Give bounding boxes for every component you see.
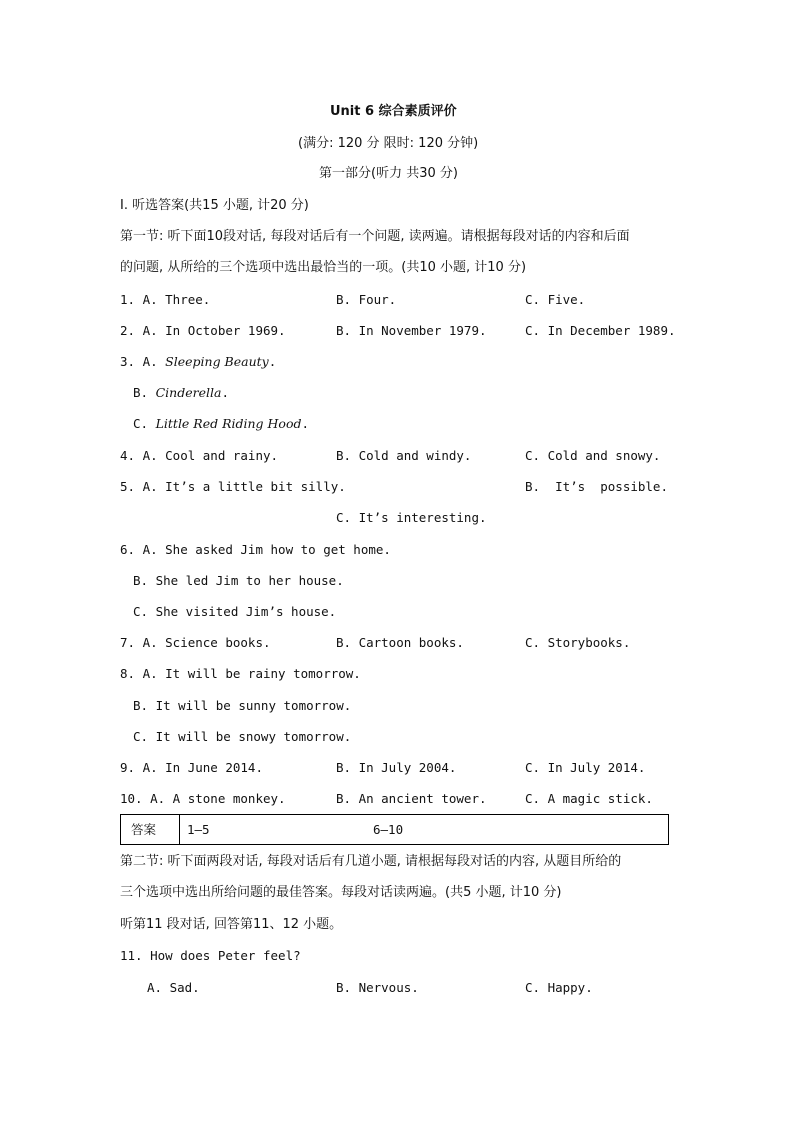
answer-range-1: 1—5: [187, 822, 210, 837]
question-3-option-a: [120, 354, 276, 370]
part-one-heading: 第一部分(听力 共30 分): [319, 166, 458, 181]
page-title: Unit 6 综合素质评价: [330, 104, 457, 119]
option-b: B. Four.: [336, 292, 397, 307]
table-divider: [179, 815, 180, 844]
section-instructions: 第二节: 听下面两段对话, 每段对话后有几道小题, 请根据每段对话的内容, 从题目所给的: [120, 854, 622, 869]
question-stem: 11. How does Peter feel?: [120, 948, 301, 963]
option-a: 7. A. Science books.: [120, 635, 271, 650]
option-a: 2. A. In October 1969.: [120, 323, 286, 338]
option-b: B. Cartoon books.: [336, 635, 464, 650]
option-a: 10. A. A stone monkey.: [120, 791, 286, 806]
answer-table: [120, 814, 669, 845]
option-b: B. Cold and windy.: [336, 448, 472, 463]
option-c: C. Five.: [525, 292, 586, 307]
question-3-option-b: [133, 385, 229, 401]
option-letter: C.: [133, 416, 149, 431]
option-letter: B.: [133, 385, 149, 400]
dialog-heading: 听第11 段对话, 回答第11、12 小题。: [120, 917, 343, 932]
punctuation: .: [301, 416, 310, 431]
question-number: 3. A.: [120, 354, 158, 369]
option-c: C. Cold and snowy.: [525, 448, 661, 463]
option-c: C. It’s interesting.: [336, 510, 487, 525]
section-heading: I. 听选答案(共15 小题, 计20 分): [120, 198, 309, 213]
option-b: B. In November 1979.: [336, 323, 487, 338]
option-c: C. Storybooks.: [525, 635, 631, 650]
section-instructions: 第一节: 听下面10段对话, 每段对话后有一个问题, 读两遍。请根据每段对话的内容和后面: [120, 229, 630, 244]
option-c: C. A magic stick.: [525, 791, 653, 806]
punctuation: .: [221, 385, 229, 400]
option-a: A. Sad.: [147, 980, 200, 995]
option-text: Cinderella: [155, 385, 222, 400]
option-b: B. She led Jim to her house.: [133, 573, 344, 588]
section-instructions: 的问题, 从所给的三个选项中选出最恰当的一项。(共10 小题, 计10 分): [120, 260, 527, 275]
option-b: B. It will be sunny tomorrow.: [133, 698, 352, 713]
score-limit-note: (满分: 120 分 限时: 120 分钟): [298, 136, 479, 151]
option-c: C. In July 2014.: [525, 760, 646, 775]
option-c: C. It will be snowy tomorrow.: [133, 729, 352, 744]
option-c: C. She visited Jim’s house.: [133, 604, 337, 619]
option-a: 9. A. In June 2014.: [120, 760, 263, 775]
section-instructions: 三个选项中选出所给问题的最佳答案。每段对话读两遍。(共5 小题, 计10 分): [120, 885, 562, 900]
question-3-option-c: [133, 416, 309, 432]
option-c: C. Happy.: [525, 980, 593, 995]
option-a: 6. A. She asked Jim how to get home.: [120, 542, 391, 557]
option-b: B. Nervous.: [336, 980, 419, 995]
punctuation: .: [268, 354, 277, 369]
answer-range-2: 6—10: [373, 822, 404, 837]
option-a: 4. A. Cool and rainy.: [120, 448, 279, 463]
answer-label: 答案: [131, 822, 157, 837]
option-text: Sleeping Beauty: [165, 354, 269, 369]
option-a: 1. A. Three.: [120, 292, 211, 307]
option-text: Little Red Riding Hood: [155, 416, 302, 431]
option-b: B. In July 2004.: [336, 760, 457, 775]
option-b: B. An ancient tower.: [336, 791, 487, 806]
option-b: B. It’s possible.: [525, 479, 668, 494]
option-c: C. In December 1989.: [525, 323, 676, 338]
option-a: 8. A. It will be rainy tomorrow.: [120, 666, 361, 681]
option-a: 5. A. It’s a little bit silly.: [120, 479, 346, 494]
